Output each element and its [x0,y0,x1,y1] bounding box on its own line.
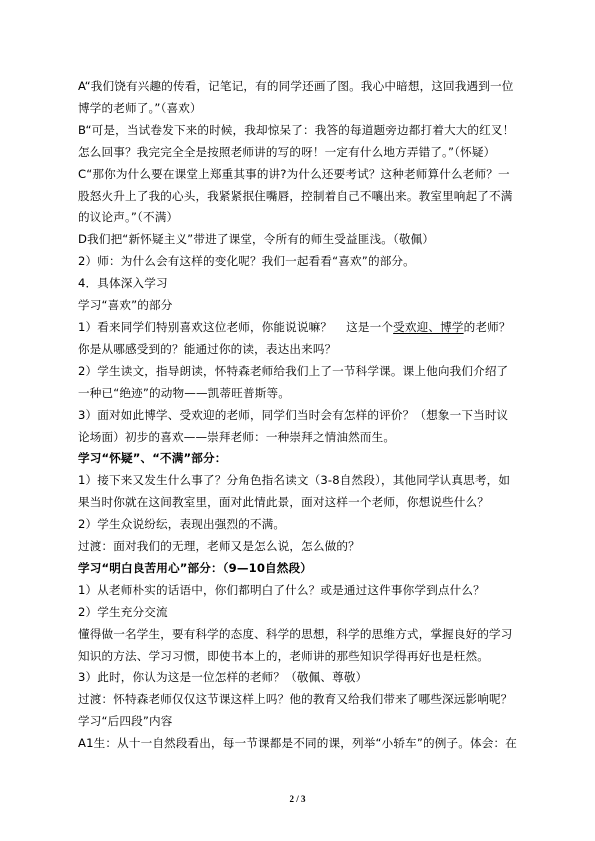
transition-1: 过渡：面对我们的无理，老师又是怎么说，怎么做的？ [78,539,360,554]
section-heading-4: 4．具体深入学习 [78,276,168,291]
paragraph-teacher-question: 2）师：为什么会有这样的变化呢？我们一起看看“喜欢”的部分。 [78,254,415,269]
page-number: 2 / 3 [289,794,306,804]
paragraph-like-2: 2）学生读文，指导朗读，怀特森老师给我们上了一节科学课。课上他向我们介绍了一种已“绝迹”的动物——凯蒂旺普斯等。 [78,363,509,400]
subheading-doubt: 学习“怀疑”、“不满”部分： [78,451,227,466]
paragraph-d: D我们把“新怀疑主义”带进了课堂，令所有的师生受益匪浅。（敬佩） [78,232,435,247]
paragraph-c: C“那你为什么要在课堂上郑重其事的讲?为什么还要考试？这种老师算什么老师？一股怒火升上了我的心头，我紧紧抿住嘴唇，控制着自己不嚷出来。教室里响起了不满的议论声。”（不满） [78,166,513,225]
paragraph-b: B“可是，当试卷发下来的时候，我却惊呆了：我答的每道题旁边都打着大大的红叉！怎么回事？我完完全全是按照老师讲的写的呀！一定有什么地方弄错了。”（怀疑） [78,122,515,159]
paragraph-like-3: 3）面对如此博学、受欢迎的老师，同学们当时会有怎样的评价？（想象一下当时议论场面）初步的喜欢——崇拜老师：一种崇拜之情油然而生。 [78,407,509,444]
transition-2: 过渡：怀特森老师仅仅这节课这样上吗？他的教育又给我们带来了哪些深远影响呢？ [78,692,513,707]
paragraph-like-1-part-b: 这是一个 [346,319,394,334]
subheading-last-four: 学习“后四段”内容 [78,714,173,729]
paragraph-a1: A1生：从十一自然段看出，每一节课都是不同的课，列举“小轿车”的例子。体会：在 [78,736,517,751]
subheading-understand: 学习“明白良苦用心”部分：（9—10自然段） [78,560,313,575]
paragraph-doubt-2: 2）学生众说纷纭，表现出强烈的不满。 [78,517,286,532]
paragraph-doubt-1: 1）接下来又发生什么事了？分角色指名读文（3-8自然段），其他同学认真思考，如果当时你就在这间教室里，面对此情此景，面对这样一个老师，你想说些什么？ [78,473,511,510]
paragraph-like-1 [78,317,520,361]
underlined-text: 受欢迎、博学 [393,319,464,334]
paragraph-understand-1: 1）从老师朴实的话语中，你们都明白了什么？或是通过这件事你学到点什么？ [78,582,485,597]
subheading-like: 学习“喜欢”的部分 [78,298,173,313]
paragraph-a: A“我们饶有兴趣的传看，记笔记，有的同学还画了图。我心中暗想，这回我遇到一位博学的老师了。”（喜欢） [78,79,514,115]
paragraph-understand-4: 3）此时，你认为这是一位怎样的老师？（敬佩、尊敬） [78,670,368,685]
paragraph-understand-3: 懂得做一名学生，要有科学的态度、科学的思想，科学的思维方式，掌握良好的学习知识的方法、学习习惯，即使书本上的，老师讲的那些知识学得再好也是枉然。 [78,626,513,663]
document-body [78,76,520,755]
paragraph-like-1-part-c: 的老师？你是从哪感受到的？能通过你的读，表达出来吗？ [78,319,511,356]
paragraph-like-1-part-a: 1）看来同学们特别喜欢这位老师，你能说说嘛？ [78,319,333,334]
paragraph-understand-2: 2）学生充分交流 [78,604,168,619]
